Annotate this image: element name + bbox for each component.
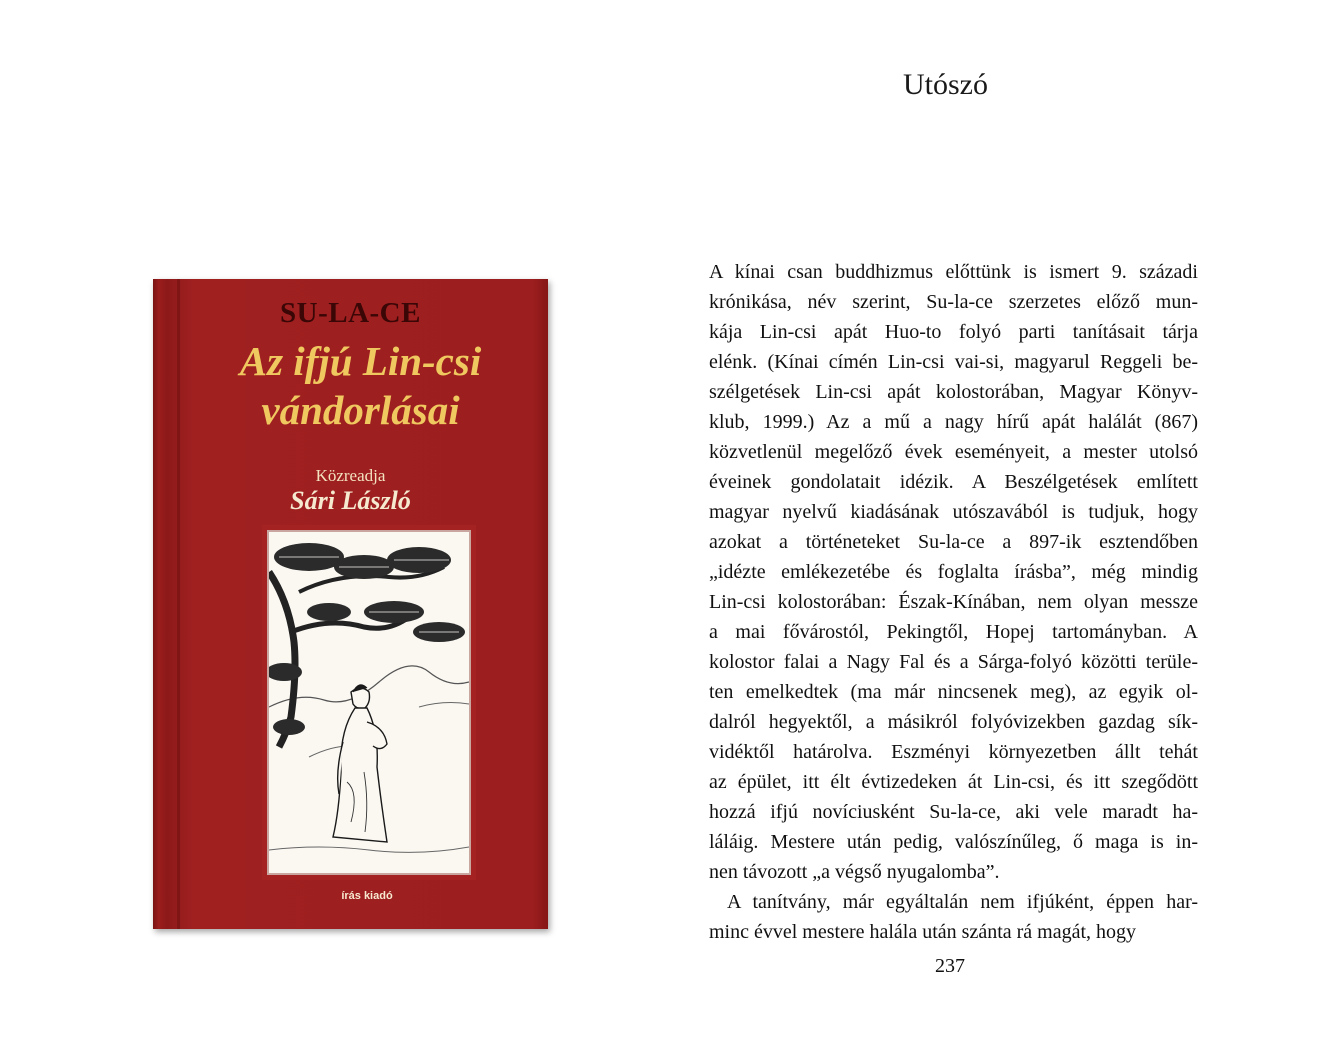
text-line: „idézte emlékezetébe és foglalta írásba”, még mindig — [709, 561, 1198, 583]
text-line: kája Lin-csi apát Huo-to folyó parti tanításait tárja — [709, 321, 1198, 343]
cover-title-line-1: Az ifjú Lin-csi — [239, 338, 482, 384]
text-line: nen távozott „a végső nyugalomba”. — [709, 861, 1000, 883]
text-line: Lin-csi kolostorában: Észak-Kínában, nem olyan messze — [709, 591, 1198, 613]
text-line: A tanítvány, már egyáltalán nem ifjúként, éppen har- — [727, 891, 1198, 913]
cover-publisher: írás kiadó — [341, 890, 393, 902]
book-cover — [153, 279, 548, 929]
text-line: vidéktől határolva. Eszményi környezetben állt tehát — [709, 741, 1198, 763]
page-number: 237 — [935, 955, 965, 977]
text-line: láláig. Mestere után pedig, valószínűleg, ő maga is in- — [709, 831, 1198, 853]
text-line: közvetlenül megelőző évek eseményeit, a mester utolsó — [709, 441, 1198, 463]
cover-editor-name: Sári László — [290, 486, 411, 515]
body-text — [709, 257, 1198, 947]
text-line: minc évvel mestere halála után szánta rá magát, hogy — [709, 921, 1137, 943]
text-line: ten emelkedtek (ma már nincsenek meg), az egyik ol- — [709, 681, 1198, 703]
text-line: a mai fővárostól, Pekingtől, Hopej tartományban. A — [709, 621, 1198, 643]
text-line: A kínai csan buddhizmus előttünk is ismert 9. századi — [709, 261, 1198, 283]
text-line: azokat a történeteket Su-la-ce a 897-ik esztendőben — [709, 531, 1198, 553]
text-line: klub, 1999.) Az a mű a nagy hírű apát halálát (867) — [709, 411, 1198, 433]
monk-under-pine-drawing — [269, 532, 469, 873]
text-line: krónikása, név szerint, Su-la-ce szerzetes előző mun- — [709, 291, 1198, 313]
cover-title-line-2: vándorlásai — [261, 387, 460, 433]
cover-editor-label: Közreadja — [315, 466, 386, 485]
page-heading: Utószó — [903, 68, 988, 101]
cover-title — [173, 337, 548, 435]
cover-author: SU-LA-CE — [280, 297, 421, 329]
text-line: dalról hegyektől, a másikról folyóvizekben gazdag sík- — [709, 711, 1198, 733]
text-line: az épület, itt élt évtizedeken át Lin-csi, és itt szegődött — [709, 771, 1198, 793]
text-line: kolostor falai a Nagy Fal és a Sárga-folyó közötti terüle- — [709, 651, 1198, 673]
text-line: magyar nyelvű kiadásának utószavából is tudjuk, hogy — [709, 501, 1198, 523]
cover-illustration — [267, 530, 471, 875]
text-line: éveinek gondolatait idézik. A Beszélgetések említett — [709, 471, 1198, 493]
text-line: elénk. (Kínai címén Lin-csi vai-si, magyarul Reggeli be- — [709, 351, 1198, 373]
text-line: szélgetések Lin-csi apát kolostorában, Magyar Könyv- — [709, 381, 1198, 403]
text-line: hozzá ifjú novíciusként Su-la-ce, aki vele maradt ha- — [709, 801, 1198, 823]
